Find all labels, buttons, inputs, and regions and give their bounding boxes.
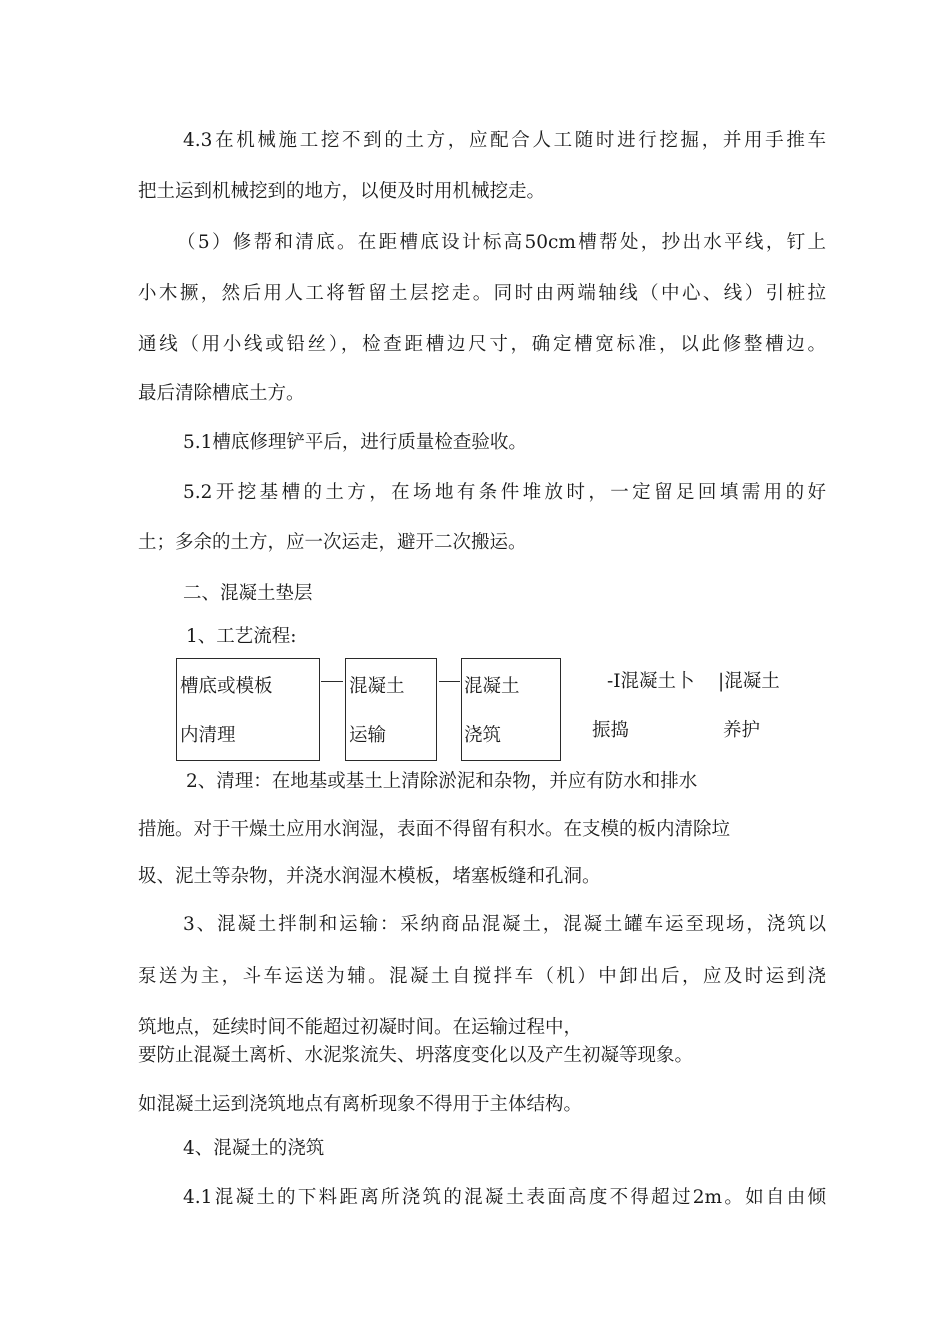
paragraph-5-line-1: （5）修帮和清底。在距槽底设计标高50cm槽帮处，抄出水平线，钉上 (177, 232, 826, 253)
paragraph-5-line-2: 小木撅，然后用人工将暂留土层挖走。同时由两端轴线（中心、线）引桩拉 (138, 283, 826, 304)
section-heading-concrete-cushion: 二、混凝土垫层 (183, 583, 313, 604)
subheading-pouring: 4、混凝土的浇筑 (183, 1138, 325, 1159)
paragraph-5-2-line-1: 5.2开挖基槽的土方，在场地有条件堆放时，一定留足回填需用的好 (183, 482, 826, 503)
paragraph-5-line-3: 通线（用小线或铅丝），检查距槽边尺寸，确定槽宽标准，以此修整槽边。 (138, 334, 826, 355)
paragraph-cleanup-line-1: 2、清理：在地基或基土上清除淤泥和杂物，并应有防水和排水 (186, 771, 698, 792)
paragraph-4-3-line-2: 把土运到机械挖到的地方，以便及时用机械挖走。 (138, 181, 546, 202)
flow-step-1-line-2: 内清理 (180, 725, 236, 746)
flow-step-2-line-1: 混凝土 (349, 676, 405, 697)
paragraph-4-3-line-1: 4.3在机械施工挖不到的土方，应配合人工随时进行挖掘，并用手推车 (183, 130, 826, 151)
paragraph-mixing-line-1: 3、混凝土拌制和运输：采纳商品混凝土，混凝土罐车运至现场，浇筑以 (183, 914, 826, 935)
paragraph-5-1: 5.1槽底修理铲平后，进行质量检查验收。 (183, 432, 527, 453)
paragraph-cleanup-line-2: 措施。对于干燥土应用水润湿，表面不得留有积水。在支模的板内清除垃 (138, 819, 731, 840)
paragraph-5-2-line-2: 土；多余的土方，应一次运走，避开二次搬运。 (138, 532, 527, 553)
flow-step-1-line-1: 槽底或模板 (180, 676, 273, 697)
flow-connector (321, 681, 343, 682)
flow-step-5-line-1: |混凝土 (718, 671, 780, 692)
flow-connector (439, 681, 460, 682)
flow-step-4-line-2: 振捣 (592, 720, 630, 741)
paragraph-mixing-line-5: 如混凝土运到浇筑地点有离析现象不得用于主体结构。 (138, 1094, 583, 1115)
paragraph-cleanup-line-3: 圾、泥土等杂物，并浇水润湿木模板，堵塞板缝和孔洞。 (138, 866, 601, 887)
paragraph-mixing-line-4: 要防止混凝土离析、水泥浆流失、坍落度变化以及产生初凝等现象。 (138, 1045, 694, 1066)
subheading-process-flow: 1、工艺流程: (186, 626, 297, 647)
flow-step-3-line-1: 混凝土 (464, 676, 520, 697)
flow-step-5-line-2: 养护 (723, 720, 761, 741)
paragraph-4-1: 4.1混凝土的下料距离所浇筑的混凝土表面高度不得超过2m。如自由倾 (183, 1187, 826, 1208)
flow-step-4-line-1: -I混凝土卜 (607, 671, 695, 692)
flow-step-3-line-2: 浇筑 (464, 725, 502, 746)
flow-step-2-line-2: 运输 (349, 725, 387, 746)
paragraph-5-line-4: 最后清除槽底土方。 (138, 383, 305, 404)
paragraph-mixing-line-3: 筑地点，延续时间不能超过初凝时间。在运输过程中， (138, 1017, 583, 1038)
paragraph-mixing-line-2: 泵送为主，斗车运送为辅。混凝土自搅拌车（机）中卸出后，应及时运到浇 (138, 966, 826, 987)
